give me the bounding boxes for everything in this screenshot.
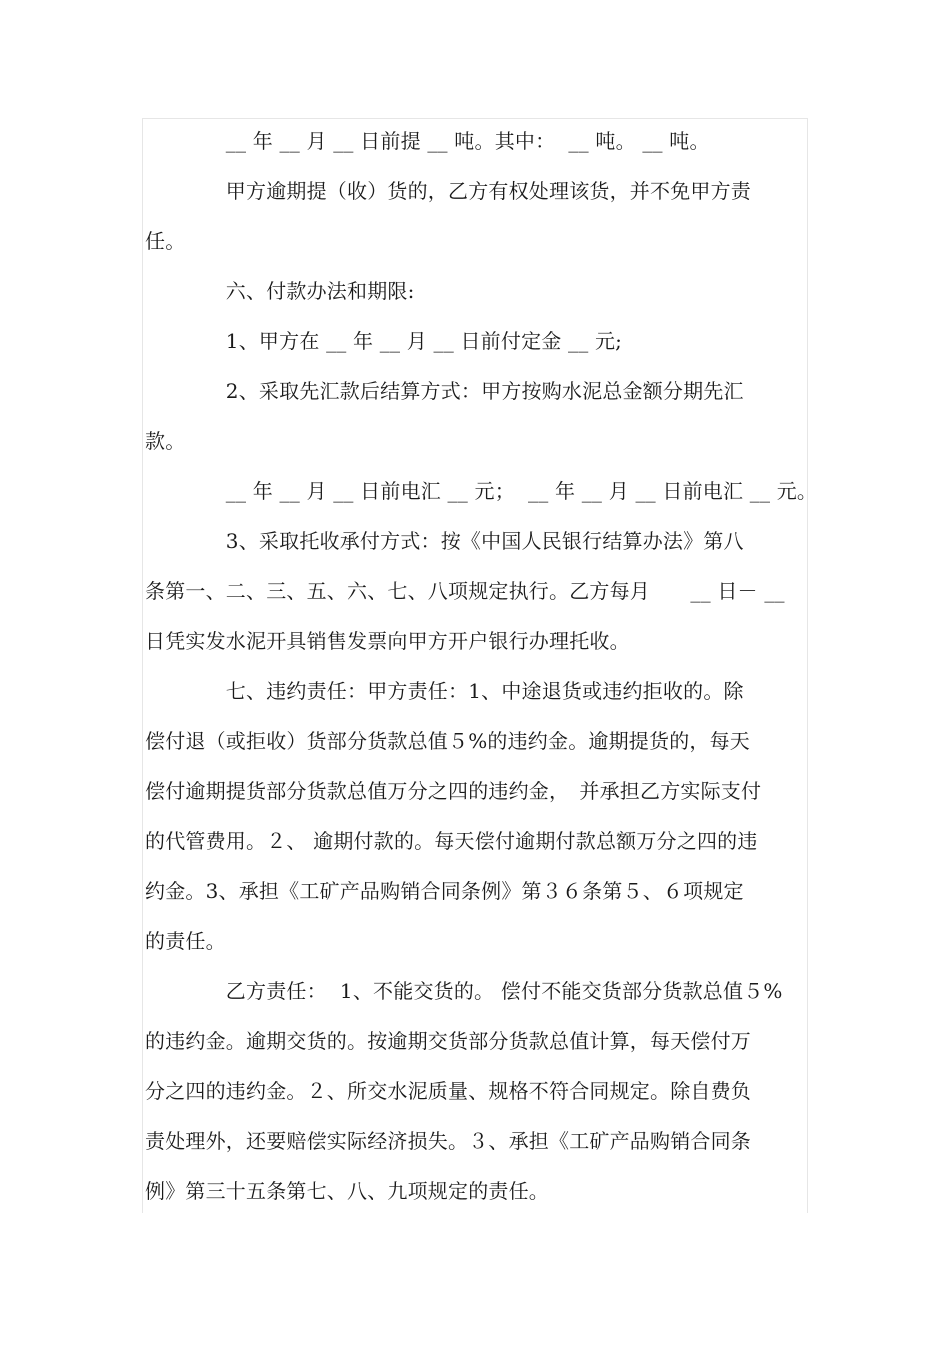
line-collection-cont: 条第一、二、三、五、六、七、八项规定执行。乙方每月 __ 日－ __ [145, 579, 785, 603]
line-liability-a4: 的代管费用。２、 逾期付款的。每天偿付逾期付款总额万分之四的违 [145, 829, 758, 853]
section-heading-liability: 七、违约责任：甲方责任：1、中途退货或违约拒收的。除 [145, 679, 744, 703]
line-liability-a5: 约金。3、承担《工矿产品购销合同条例》第３６条第５、６项规定 [145, 879, 744, 903]
line-overdue-pickup-cont: 任。 [145, 229, 186, 253]
line-overdue-pickup: 甲方逾期提（收）货的，乙方有权处理该货，并不免甲方责 [145, 179, 751, 203]
line-liability-b5: 例》第三十五条第七、八、九项规定的责任。 [145, 1179, 549, 1203]
line-wire-schedule: __ 年 __ 月 __ 日前电汇 __ 元； __ 年 __ 月 __ 日前电汇 __ 元。 [145, 479, 818, 503]
line-liability-a3: 偿付逾期提货部分货款总值万分之四的违约金， 并承担乙方实际支付 [145, 779, 762, 803]
line-liability-b4: 责处理外，还要赔偿实际经济损失。３、承担《工矿产品购销合同条 [145, 1129, 751, 1153]
line-prepayment-cont: 款。 [145, 429, 186, 453]
line-liability-b1: 乙方责任： 1、不能交货的。 偿付不能交货部分货款总值５% [145, 979, 783, 1003]
line-delivery-schedule: __ 年 __ 月 __ 日前提 __ 吨。其中： __ 吨。 __ 吨。 [145, 129, 710, 153]
line-prepayment: 2、采取先汇款后结算方式：甲方按购水泥总金额分期先汇 [145, 379, 744, 403]
section-heading-payment: 六、付款办法和期限: [145, 279, 415, 303]
line-deposit: 1、甲方在 __ 年 __ 月 __ 日前付定金 __ 元; [145, 329, 623, 353]
line-liability-a6: 的责任。 [145, 929, 226, 953]
line-liability-b3: 分之四的违约金。２、所交水泥质量、规格不符合同规定。除自费负 [145, 1079, 751, 1103]
line-collection: 3、采取托收承付方式：按《中国人民银行结算办法》第八 [145, 529, 744, 553]
line-collection-end: 日凭实发水泥开具销售发票向甲方开户银行办理托收。 [145, 629, 630, 653]
line-liability-b2: 的违约金。逾期交货的。按逾期交货部分货款总值计算，每天偿付万 [145, 1029, 751, 1053]
line-liability-a2: 偿付退（或拒收）货部分货款总值５%的违约金。逾期提货的，每天 [145, 729, 751, 753]
